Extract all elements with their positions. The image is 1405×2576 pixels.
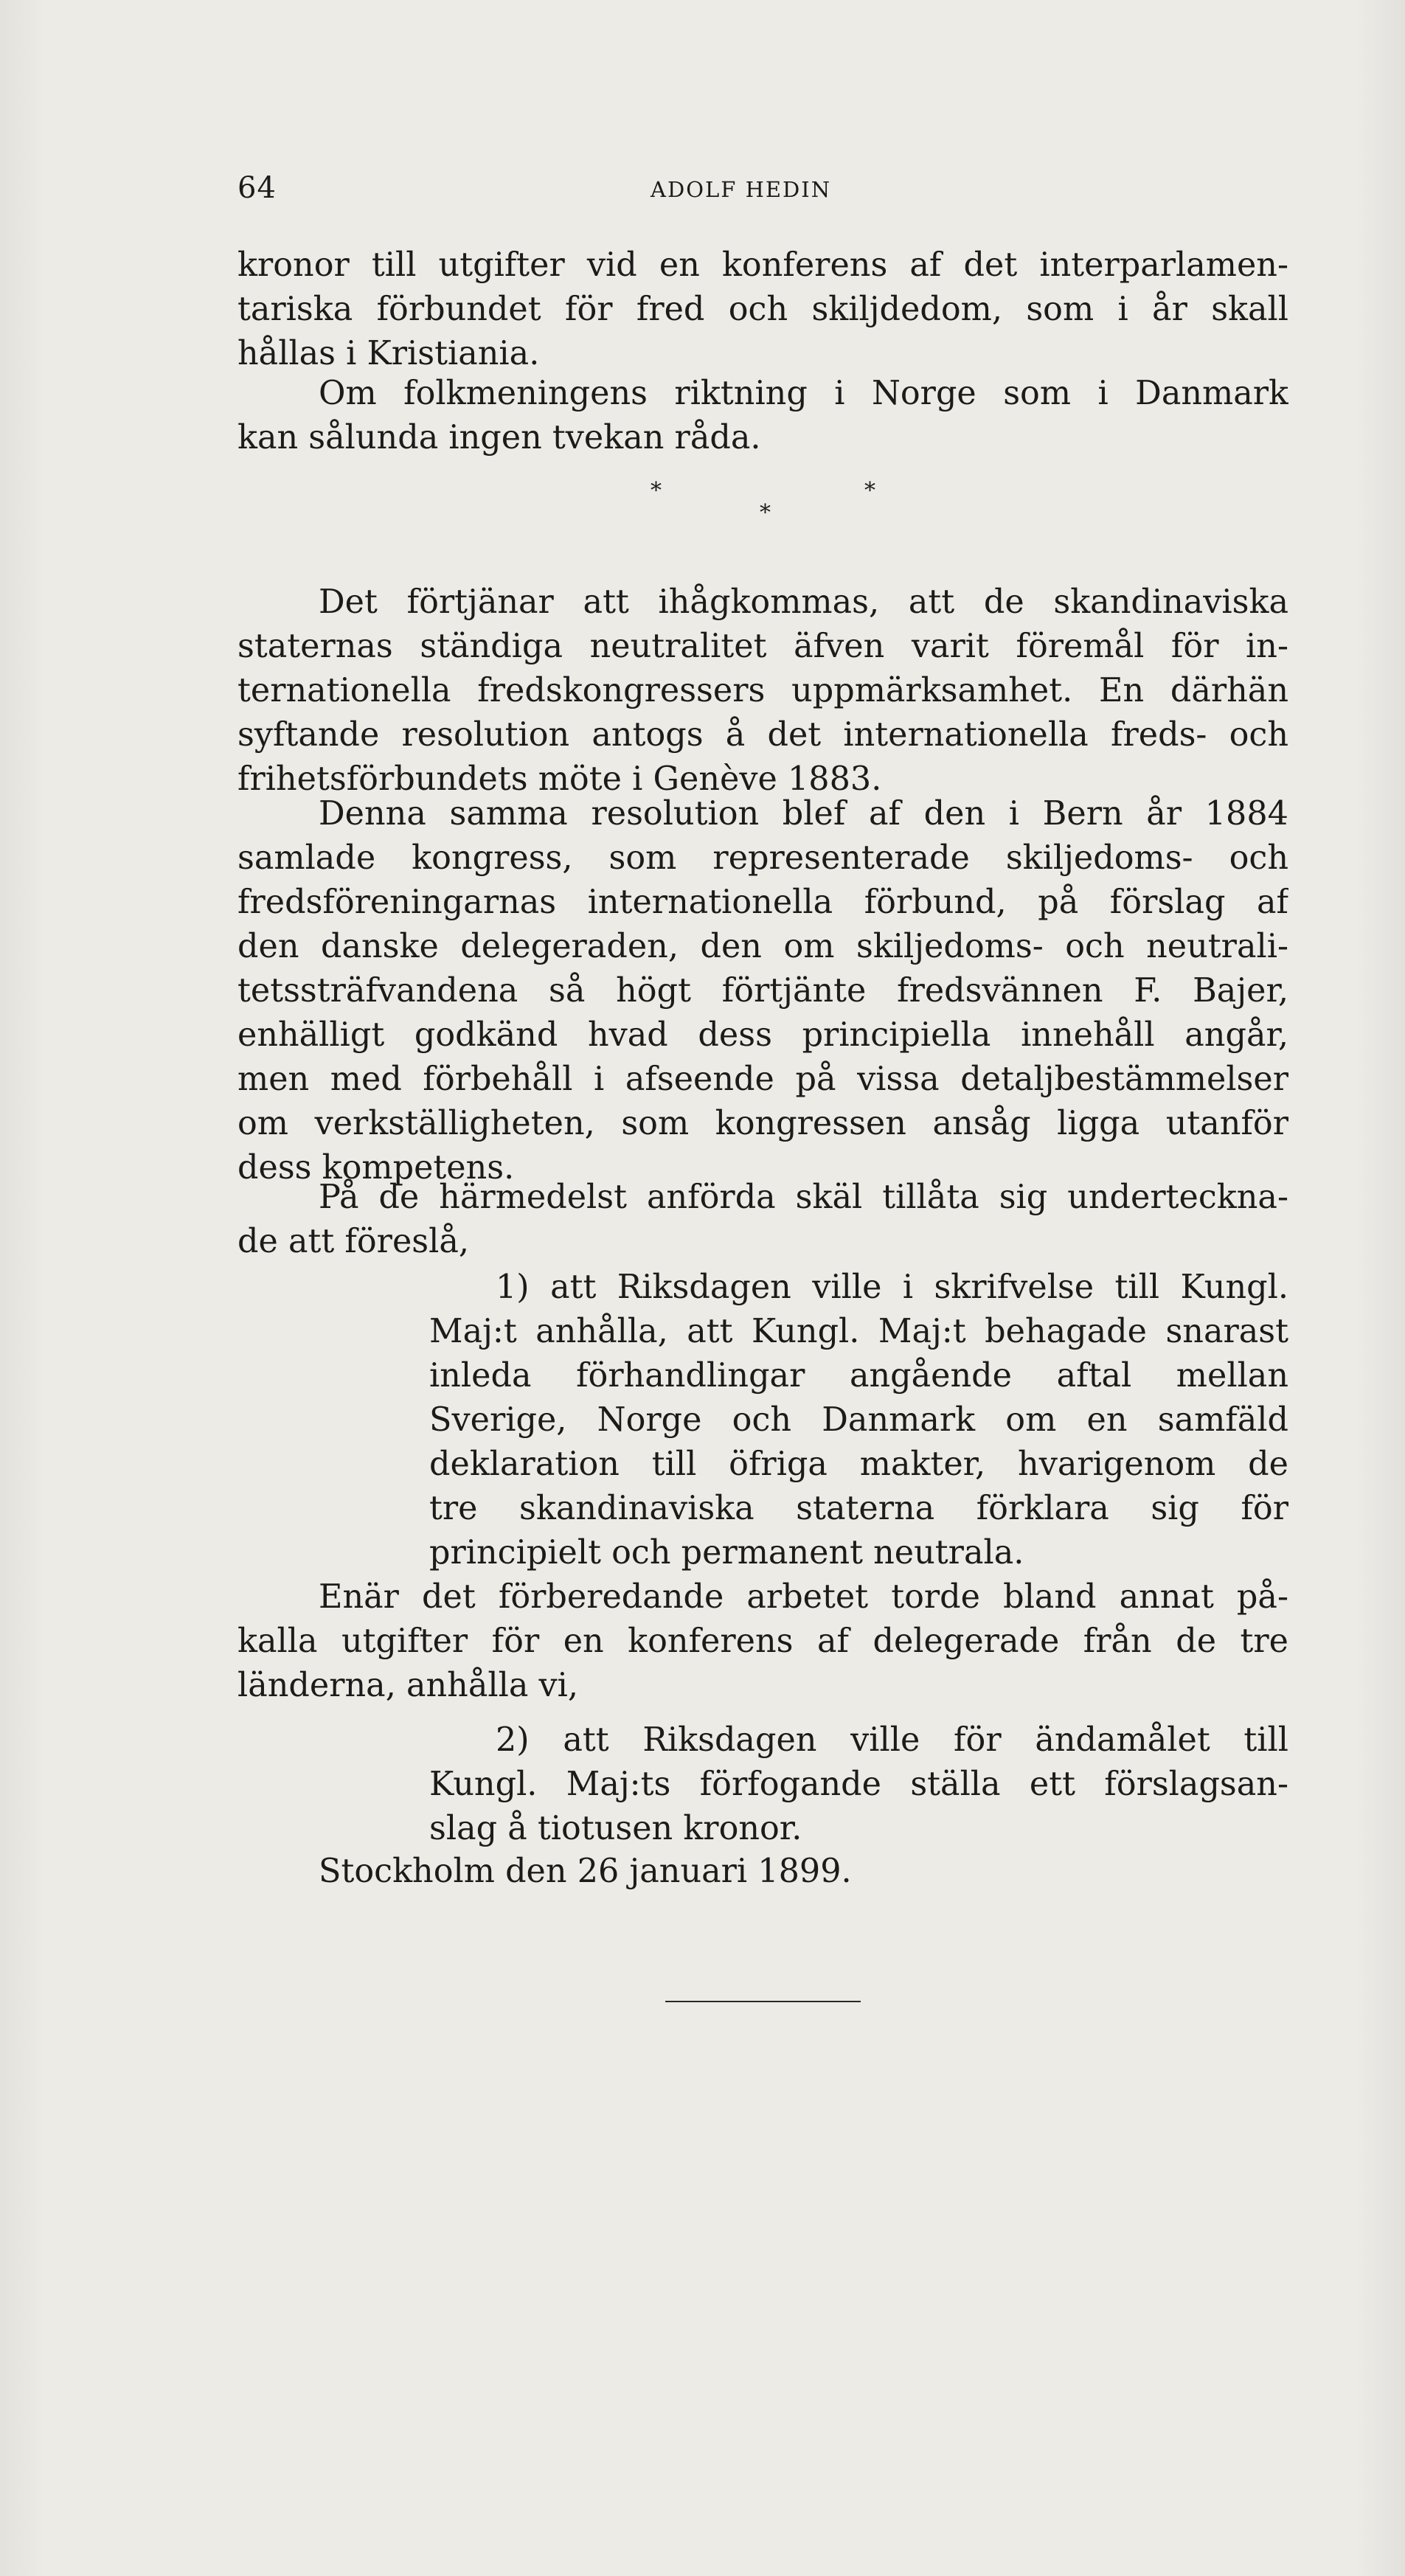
- dateline: Stockholm den 26 januari 1899.: [319, 1853, 852, 1890]
- paragraph-conference: [237, 1575, 1288, 1708]
- text-line: kalla utgifter för en konferens af delegerade från de tre: [237, 1622, 1288, 1660]
- text-line: Det förtjänar att ihågkommas, att de skandinaviska: [319, 583, 1288, 621]
- text-line: den danske delegeraden, den om skiljedoms- och neutrali-: [237, 928, 1288, 965]
- paragraph-continuation: [237, 243, 1288, 376]
- text-line: inleda förhandlingar angående aftal mellan: [429, 1357, 1288, 1395]
- text-line: staternas ständiga neutralitet äfven varit föremål för in-: [237, 628, 1288, 665]
- text-line: tre skandinaviska staterna förklara sig för: [429, 1490, 1288, 1527]
- asterisk: *: [760, 500, 771, 526]
- text-line: Maj:t anhålla, att Kungl. Maj:t behagade snarast: [429, 1313, 1288, 1350]
- closing-dateline: [237, 1850, 1288, 1894]
- running-title: ADOLF HEDIN: [651, 177, 832, 202]
- asterisk: *: [864, 478, 875, 504]
- text-line: hållas i Kristiania.: [237, 335, 540, 372]
- text-line: Kungl. Maj:ts förfogande ställa ett förslagsan-: [429, 1766, 1288, 1803]
- text-line: principielt och permanent neutrala.: [429, 1534, 1024, 1572]
- text-line: de att föreslå,: [237, 1223, 470, 1260]
- proposal-1: [237, 1266, 1288, 1575]
- text-line: kan sålunda ingen tvekan råda.: [237, 419, 761, 456]
- text-line: samlade kongress, som representerade skiljedoms- och: [237, 839, 1288, 877]
- text-line: om verkställigheten, som kongressen ansåg ligga utanför: [237, 1105, 1288, 1142]
- paragraph-proposal-intro: [237, 1176, 1288, 1264]
- text-line: länderna, anhålla vi,: [237, 1667, 579, 1704]
- text-line: fredsföreningarnas internationella förbund, på förslag af: [237, 883, 1288, 921]
- text-line: Om folkmeningens riktning i Norge som i Danmark: [319, 375, 1288, 412]
- text-line: 2) att Riksdagen ville för ändamålet till: [496, 1721, 1288, 1759]
- text-line: slag å tiotusen kronor.: [429, 1810, 802, 1847]
- proposal-2: [237, 1718, 1288, 1851]
- text-line: tariska förbundet för fred och skiljdedom, som i år skall: [237, 291, 1288, 328]
- text-line: tetssträfvandena så högt förtjänte fredsvännen F. Bajer,: [237, 972, 1288, 1010]
- text-line: syftande resolution antogs å det internationella freds- och: [237, 716, 1288, 754]
- paragraph-bern: [237, 792, 1288, 1190]
- page-number: 64: [237, 171, 277, 205]
- text-line: men med förbehåll i afseende på vissa detaljbestämmelser: [237, 1060, 1288, 1098]
- text-line: 1) att Riksdagen ville i skrifvelse till Kungl.: [496, 1268, 1288, 1306]
- end-rule: [665, 2001, 861, 2002]
- text-line: Sverige, Norge och Danmark om en samfäld: [429, 1401, 1288, 1439]
- text-line: dess kompetens.: [237, 1149, 515, 1187]
- paragraph-opinion: [237, 372, 1288, 460]
- text-line: frihetsförbundets möte i Genève 1883.: [237, 760, 882, 798]
- section-divider-asterisks: [627, 478, 892, 537]
- text-line: enhälligt godkänd hvad dess principiella innehåll angår,: [237, 1016, 1288, 1054]
- paragraph-neutrality: [237, 580, 1288, 802]
- text-line: kronor till utgifter vid en konferens af det interparlamen-: [237, 246, 1288, 284]
- asterisk: *: [651, 478, 662, 504]
- text-line: deklaration till öfriga makter, hvarigenom de: [429, 1445, 1288, 1483]
- text-line: På de härmedelst anförda skäl tillåta sig underteckna-: [319, 1178, 1288, 1216]
- text-line: Denna samma resolution blef af den i Bern år 1884: [319, 795, 1288, 833]
- text-line: Enär det förberedande arbetet torde bland annat på-: [319, 1578, 1288, 1616]
- text-line: ternationella fredskongressers uppmärksamhet. En därhän: [237, 672, 1288, 709]
- page-header: [237, 171, 879, 215]
